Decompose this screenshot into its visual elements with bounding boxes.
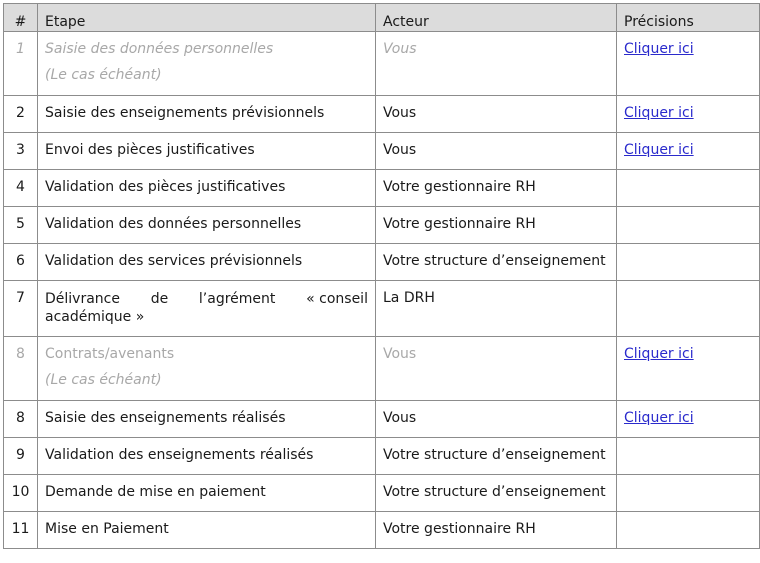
row-step: Saisie des enseignements prévisionnels: [38, 96, 376, 133]
row-precisions: [617, 32, 760, 96]
step-label: Saisie des données personnelles: [45, 41, 274, 57]
row-step: Validation des services prévisionnels: [38, 244, 376, 281]
row-actor: Votre gestionnaire RH: [376, 170, 617, 207]
step-word: de: [150, 291, 169, 307]
row-number: 10: [4, 475, 38, 512]
row-step: [38, 32, 376, 96]
row-number: 1: [4, 32, 38, 96]
details-link[interactable]: Cliquer ici: [624, 142, 694, 158]
row-actor: Vous: [376, 401, 617, 438]
row-actor: Votre structure d’enseignement: [376, 244, 617, 281]
step-note: (Le cas échéant): [45, 372, 162, 388]
step-label: [45, 290, 368, 326]
row-number: 11: [4, 512, 38, 549]
row-number: 8: [4, 401, 38, 438]
row-step: Envoi des pièces justificatives: [38, 133, 376, 170]
row-number: 2: [4, 96, 38, 133]
row-step: Validation des pièces justificatives: [38, 170, 376, 207]
row-step: Validation des enseignements réalisés: [38, 438, 376, 475]
row-number: 8: [4, 337, 38, 401]
details-link[interactable]: Cliquer ici: [624, 346, 694, 362]
row-actor: Votre structure d’enseignement: [376, 438, 617, 475]
row-number: 3: [4, 133, 38, 170]
row-precisions: [617, 170, 760, 207]
row-precisions: [617, 475, 760, 512]
row-actor: Votre structure d’enseignement: [376, 475, 617, 512]
table-row: [4, 512, 760, 549]
row-precisions: [617, 337, 760, 401]
row-precisions: [617, 438, 760, 475]
row-number: 7: [4, 281, 38, 337]
row-step: Demande de mise en paiement: [38, 475, 376, 512]
table-row: [4, 475, 760, 512]
table-row: [4, 96, 760, 133]
row-precisions: [617, 281, 760, 337]
row-step: [38, 337, 376, 401]
table-row: [4, 170, 760, 207]
step-line-2: académique »: [45, 309, 145, 325]
table-header-row: [4, 4, 760, 32]
header-precisions: Précisions: [617, 4, 760, 32]
step-note: (Le cas échéant): [45, 67, 162, 83]
workflow-table: [3, 3, 760, 549]
row-precisions: [617, 207, 760, 244]
row-number: 5: [4, 207, 38, 244]
table-row: [4, 32, 760, 96]
row-actor: Vous: [376, 32, 617, 96]
row-precisions: [617, 133, 760, 170]
header-step: Etape: [38, 4, 376, 32]
step-word: Délivrance: [45, 291, 120, 307]
table-row: [4, 133, 760, 170]
table-row: [4, 438, 760, 475]
row-step: Validation des données personnelles: [38, 207, 376, 244]
table-row: [4, 337, 760, 401]
details-link[interactable]: Cliquer ici: [624, 105, 694, 121]
table-row: [4, 281, 760, 337]
row-step: Mise en Paiement: [38, 512, 376, 549]
row-actor: Vous: [376, 96, 617, 133]
row-number: 6: [4, 244, 38, 281]
header-actor: Acteur: [376, 4, 617, 32]
row-precisions: [617, 96, 760, 133]
table-row: [4, 244, 760, 281]
row-step: Saisie des enseignements réalisés: [38, 401, 376, 438]
row-step: [38, 281, 376, 337]
row-precisions: [617, 244, 760, 281]
table-row: [4, 207, 760, 244]
row-actor: Votre gestionnaire RH: [376, 512, 617, 549]
details-link[interactable]: Cliquer ici: [624, 41, 694, 57]
step-label: Contrats/avenants: [45, 346, 175, 362]
row-number: 4: [4, 170, 38, 207]
workflow-table-container: [3, 3, 760, 549]
table-row: [4, 401, 760, 438]
header-num: #: [4, 4, 38, 32]
details-link[interactable]: Cliquer ici: [624, 410, 694, 426]
row-actor: Votre gestionnaire RH: [376, 207, 617, 244]
row-actor: Vous: [376, 337, 617, 401]
row-number: 9: [4, 438, 38, 475]
row-actor: Vous: [376, 133, 617, 170]
step-word: l’agrément: [198, 291, 276, 307]
row-actor: La DRH: [376, 281, 617, 337]
step-line-1: [45, 290, 368, 308]
step-word: « conseil: [306, 291, 368, 307]
row-precisions: [617, 512, 760, 549]
row-precisions: [617, 401, 760, 438]
